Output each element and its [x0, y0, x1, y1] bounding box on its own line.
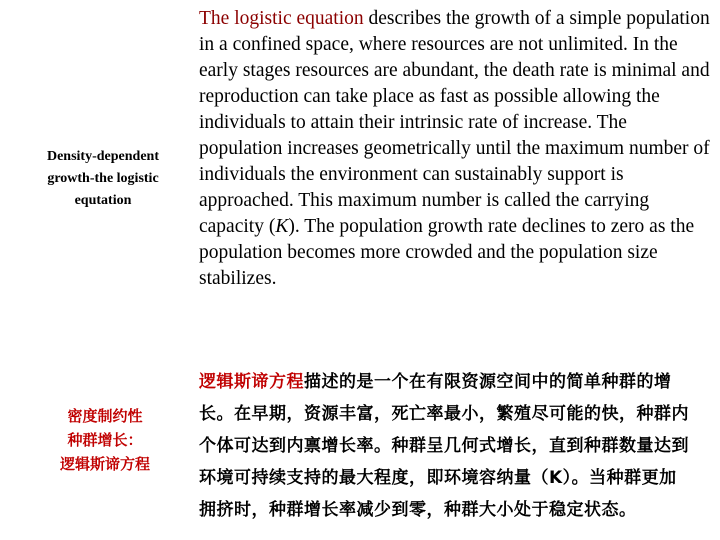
chinese-highlight-term: 逻辑斯谛方程	[199, 372, 304, 392]
english-highlight-term: The logistic equation	[199, 8, 364, 29]
english-label-line: Density-dependent	[46, 149, 159, 164]
english-paragraph	[199, 6, 715, 292]
english-section-label	[18, 146, 188, 212]
english-body-text: describes the growth of a simple population in a confined space, where resources are not unlimited. In the early stages resources are abundant, the death rate is minimal and reproduction can take place as fast as possible allowing the individuals to attain their intrinsic rate of increase. The population increases geometrically until the maximum number of individuals the environment can sustainably support is approached. This maximum number is called the carrying capacity (	[199, 8, 710, 237]
chinese-label-line: 种群增长：	[67, 431, 143, 449]
chinese-section-label	[40, 404, 170, 476]
english-label-line: equtation	[74, 193, 132, 208]
chinese-body-text: 描述的是一个在有限资源空间中的简单种群的增长。在早期，资源丰富，死亡率最小，繁殖尽可能的快，种群内个体可达到内禀增长率。种群呈几何式增长，直到种群数量达到环境可持续支持的最大程度，即环境容纳量（K）。当种群更加拥挤时，种群增长率减少到零，种群大小处于稳定状态。	[199, 372, 689, 520]
chinese-label-line: 逻辑斯谛方程	[59, 455, 150, 473]
chinese-paragraph	[199, 366, 689, 526]
carrying-capacity-symbol: K	[275, 216, 289, 237]
chinese-label-line: 密度制约性	[67, 407, 143, 425]
english-label-line: growth-the logistic	[47, 171, 159, 186]
english-body-end-text: ). The population growth rate declines to zero as the population becomes more crowded and the population size stabilizes.	[199, 216, 695, 289]
